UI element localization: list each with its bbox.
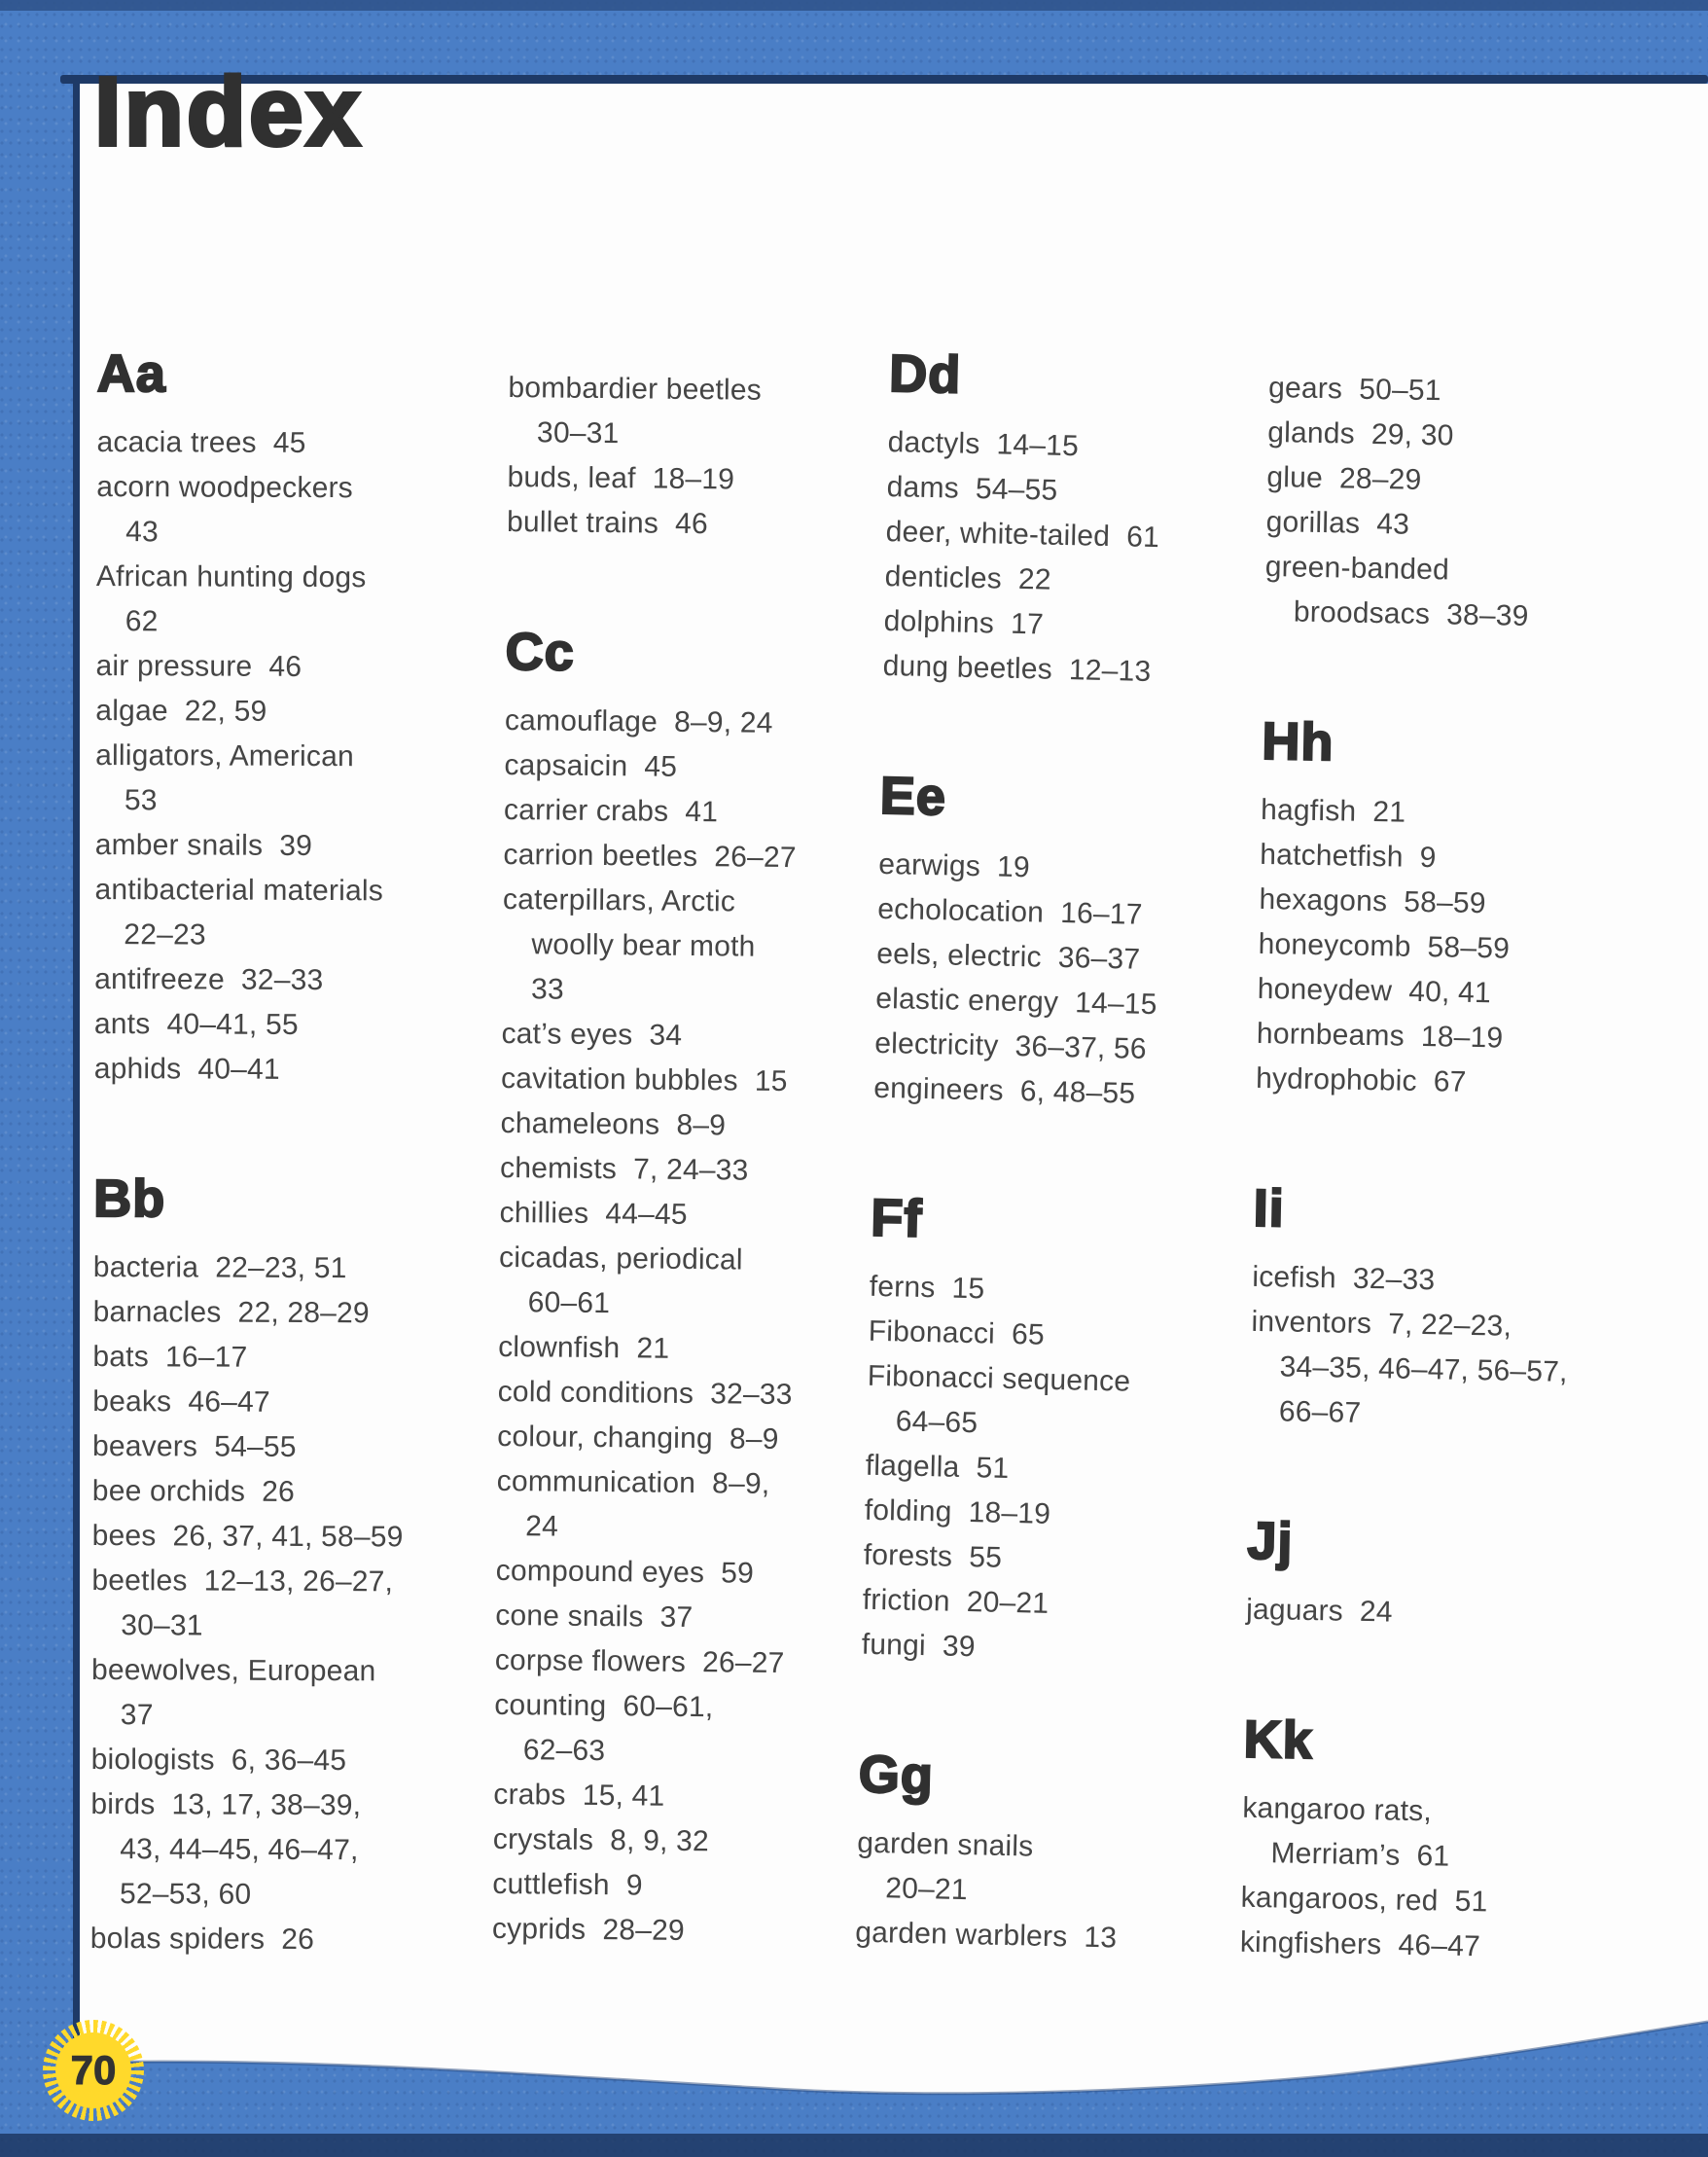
index-entry: Fibonacci sequence 64–65 <box>867 1359 1131 1440</box>
index-entry: dolphins 17 <box>883 604 1045 641</box>
section-heading: Jj <box>1246 1511 1295 1571</box>
index-entry: bees 26, 37, 41, 58–59 <box>91 1519 404 1554</box>
index-entry: kangaroos, red 51 <box>1240 1881 1488 1919</box>
page-number: 70 <box>55 2032 131 2108</box>
index-entry: cavitation bubbles 15 <box>500 1061 788 1098</box>
index-entry: algae 22, 59 <box>95 694 267 728</box>
section-heading: Ff <box>870 1188 923 1248</box>
index-entry: folding 18–19 <box>864 1493 1051 1530</box>
index-entry: flagella 51 <box>865 1449 1010 1485</box>
index-entry: gorillas 43 <box>1265 505 1410 541</box>
index-entry: bee orchids 26 <box>91 1474 296 1508</box>
index-entry: counting 60–61, 62–63 <box>494 1688 714 1768</box>
index-entry: cold conditions 32–33 <box>497 1375 793 1412</box>
index-entry: alligators, American 53 <box>95 738 355 817</box>
index-section-Ii <box>1249 1177 1594 1440</box>
index-entry: communication 8–9, 24 <box>496 1464 770 1543</box>
section-heading: Dd <box>888 343 962 405</box>
section-heading: Aa <box>96 343 167 404</box>
section-heading: Ii <box>1253 1178 1286 1239</box>
index-entry: forests 55 <box>863 1538 1003 1574</box>
index-entry: bullet trains 46 <box>506 505 709 541</box>
index-entry: carrion beetles 26–27 <box>503 838 797 875</box>
index-entry: biologists 6, 36–45 <box>90 1743 347 1778</box>
index-entry: beewolves, European 37 <box>90 1653 376 1732</box>
index-section-Hh <box>1256 710 1603 1107</box>
index-section-Cc <box>492 621 832 1955</box>
index-entry: bolas spiders 26 <box>89 1922 315 1956</box>
index-entry: cuttlefish 9 <box>492 1867 643 1902</box>
index-entry: beetles 12–13, 26–27, 30–31 <box>91 1564 394 1642</box>
index-entry: beaks 46–47 <box>92 1384 270 1419</box>
index-entry: amber snails 39 <box>94 828 313 862</box>
index-entry: garden snails 20–21 <box>856 1826 1034 1907</box>
index-entry: antibacterial materials 22–23 <box>94 873 384 952</box>
index-entry: honeycomb 58–59 <box>1258 927 1511 965</box>
index-entry: clownfish 21 <box>498 1330 670 1365</box>
index-column <box>492 342 835 1955</box>
index-entry: hagfish 21 <box>1260 793 1406 829</box>
index-entry: colour, changing 8–9 <box>497 1420 779 1456</box>
index-section-Ff <box>861 1187 1212 1675</box>
index-column <box>90 342 433 1962</box>
index-entry: bombardier beetles 30–31 <box>508 371 763 450</box>
index-entry: chameleons 8–9 <box>500 1106 727 1142</box>
index-entry: chemists 7, 24–33 <box>499 1151 749 1187</box>
index-entry: ferns 15 <box>869 1270 985 1306</box>
index-entry: engineers 6, 48–55 <box>872 1071 1136 1110</box>
page-number-badge <box>43 2020 144 2121</box>
index-entry: hexagons 58–59 <box>1259 882 1486 920</box>
index-entry: electricity 36–37, 56 <box>873 1026 1148 1065</box>
index-entry: glue 28–29 <box>1266 460 1422 496</box>
index-section-continued <box>507 342 835 548</box>
index-entry: chillies 44–45 <box>499 1196 688 1231</box>
index-entry: compound eyes 59 <box>495 1554 755 1590</box>
index-entry: cicadas, periodical 60–61 <box>498 1240 743 1320</box>
index-entry: honeydew 40, 41 <box>1257 972 1492 1010</box>
index-entry: elastic energy 14–15 <box>874 982 1157 1022</box>
index-entry: earwigs 19 <box>877 847 1031 884</box>
index-section-Jj <box>1246 1510 1588 1638</box>
index-section-Aa <box>94 342 433 1093</box>
index-entry: bacteria 22–23, 51 <box>92 1250 347 1285</box>
index-entry: kingfishers 46–47 <box>1239 1925 1481 1963</box>
index-entry: denticles 22 <box>884 559 1052 596</box>
index-entry: beavers 54–55 <box>91 1429 297 1463</box>
section-heading: Ee <box>879 766 947 827</box>
index-column <box>855 342 1230 1962</box>
index-entry: kangaroo rats, Merriam’s 61 <box>1242 1791 1450 1873</box>
index-entry: dactyls 14–15 <box>887 425 1080 463</box>
section-heading: Cc <box>505 622 576 682</box>
index-entry: crabs 15, 41 <box>493 1778 665 1813</box>
index-entry: deer, white-tailed 61 <box>885 515 1160 555</box>
index-section-Dd <box>882 342 1230 697</box>
section-heading: Hh <box>1261 711 1335 773</box>
index-entry: Fibonacci 65 <box>868 1314 1046 1351</box>
index-entry: African hunting dogs 62 <box>95 559 367 638</box>
index-entry: dams 54–55 <box>886 470 1058 507</box>
index-entry: garden warblers 13 <box>854 1916 1118 1955</box>
index-entry: fungi 39 <box>861 1628 977 1664</box>
index-entry: carrier crabs 41 <box>503 793 719 829</box>
index-entry: corpse flowers 26–27 <box>494 1643 785 1680</box>
index-section-Bb <box>90 1168 430 1962</box>
index-entry: icefish 32–33 <box>1252 1260 1436 1297</box>
index-entry: hydrophobic 67 <box>1255 1061 1467 1098</box>
index-entry: antifreeze 32–33 <box>94 962 324 997</box>
index-entry: caterpillars, Arctic woolly bear moth 33 <box>502 882 756 1006</box>
index-entry: green-banded broodsacs 38–39 <box>1264 550 1529 632</box>
section-heading: Kk <box>1243 1709 1314 1771</box>
section-heading: Gg <box>858 1744 935 1806</box>
index-entry: buds, leaf 18–19 <box>507 460 735 496</box>
index-entry: acorn woodpeckers 43 <box>96 470 353 549</box>
index-entry: aphids 40–41 <box>93 1052 280 1086</box>
index-entry: cat’s eyes 34 <box>501 1017 683 1052</box>
index-entry: friction 20–21 <box>862 1583 1050 1620</box>
index-entry: jaguars 24 <box>1245 1593 1394 1629</box>
index-entry: crystals 8, 9, 32 <box>492 1822 710 1858</box>
index-entry: camouflage 8–9, 24 <box>504 703 773 739</box>
index-entry: ants 40–41, 55 <box>93 1007 299 1041</box>
page-title: Index <box>94 57 364 166</box>
index-entry: cone snails 37 <box>495 1599 694 1635</box>
index-entry: echolocation 16–17 <box>876 892 1143 931</box>
index-entry: hatchetfish 9 <box>1260 838 1437 875</box>
index-entry: bats 16–17 <box>92 1340 248 1374</box>
index-section-Kk <box>1239 1708 1584 1971</box>
index-entry: gears 50–51 <box>1267 371 1441 408</box>
index-entry: birds 13, 17, 38–39, 43, 44–45, 46–47, 52–53, 60 <box>90 1787 362 1911</box>
index-section-Ee <box>873 765 1222 1119</box>
index-entry: inventors 7, 22–23, 34–35, 46–47, 56–57, 66–67 <box>1251 1305 1568 1429</box>
index-entry: acacia trees 45 <box>96 425 306 459</box>
index-section-continued <box>1264 342 1610 640</box>
index-entry: barnacles 22, 28–29 <box>92 1295 370 1330</box>
index-entry: air pressure 46 <box>95 649 302 683</box>
index-section-Gg <box>855 1744 1200 1963</box>
index-entry: capsaicin 45 <box>504 748 678 783</box>
index-column <box>1239 342 1610 1971</box>
section-heading: Bb <box>93 1168 166 1229</box>
index-entry: cyprids 28–29 <box>491 1912 686 1947</box>
index-entry: glands 29, 30 <box>1267 415 1454 452</box>
index-entry: hornbeams 18–19 <box>1256 1017 1504 1055</box>
index-entry: dung beetles 12–13 <box>882 649 1152 688</box>
index-entry: eels, electric 36–37 <box>875 937 1141 976</box>
